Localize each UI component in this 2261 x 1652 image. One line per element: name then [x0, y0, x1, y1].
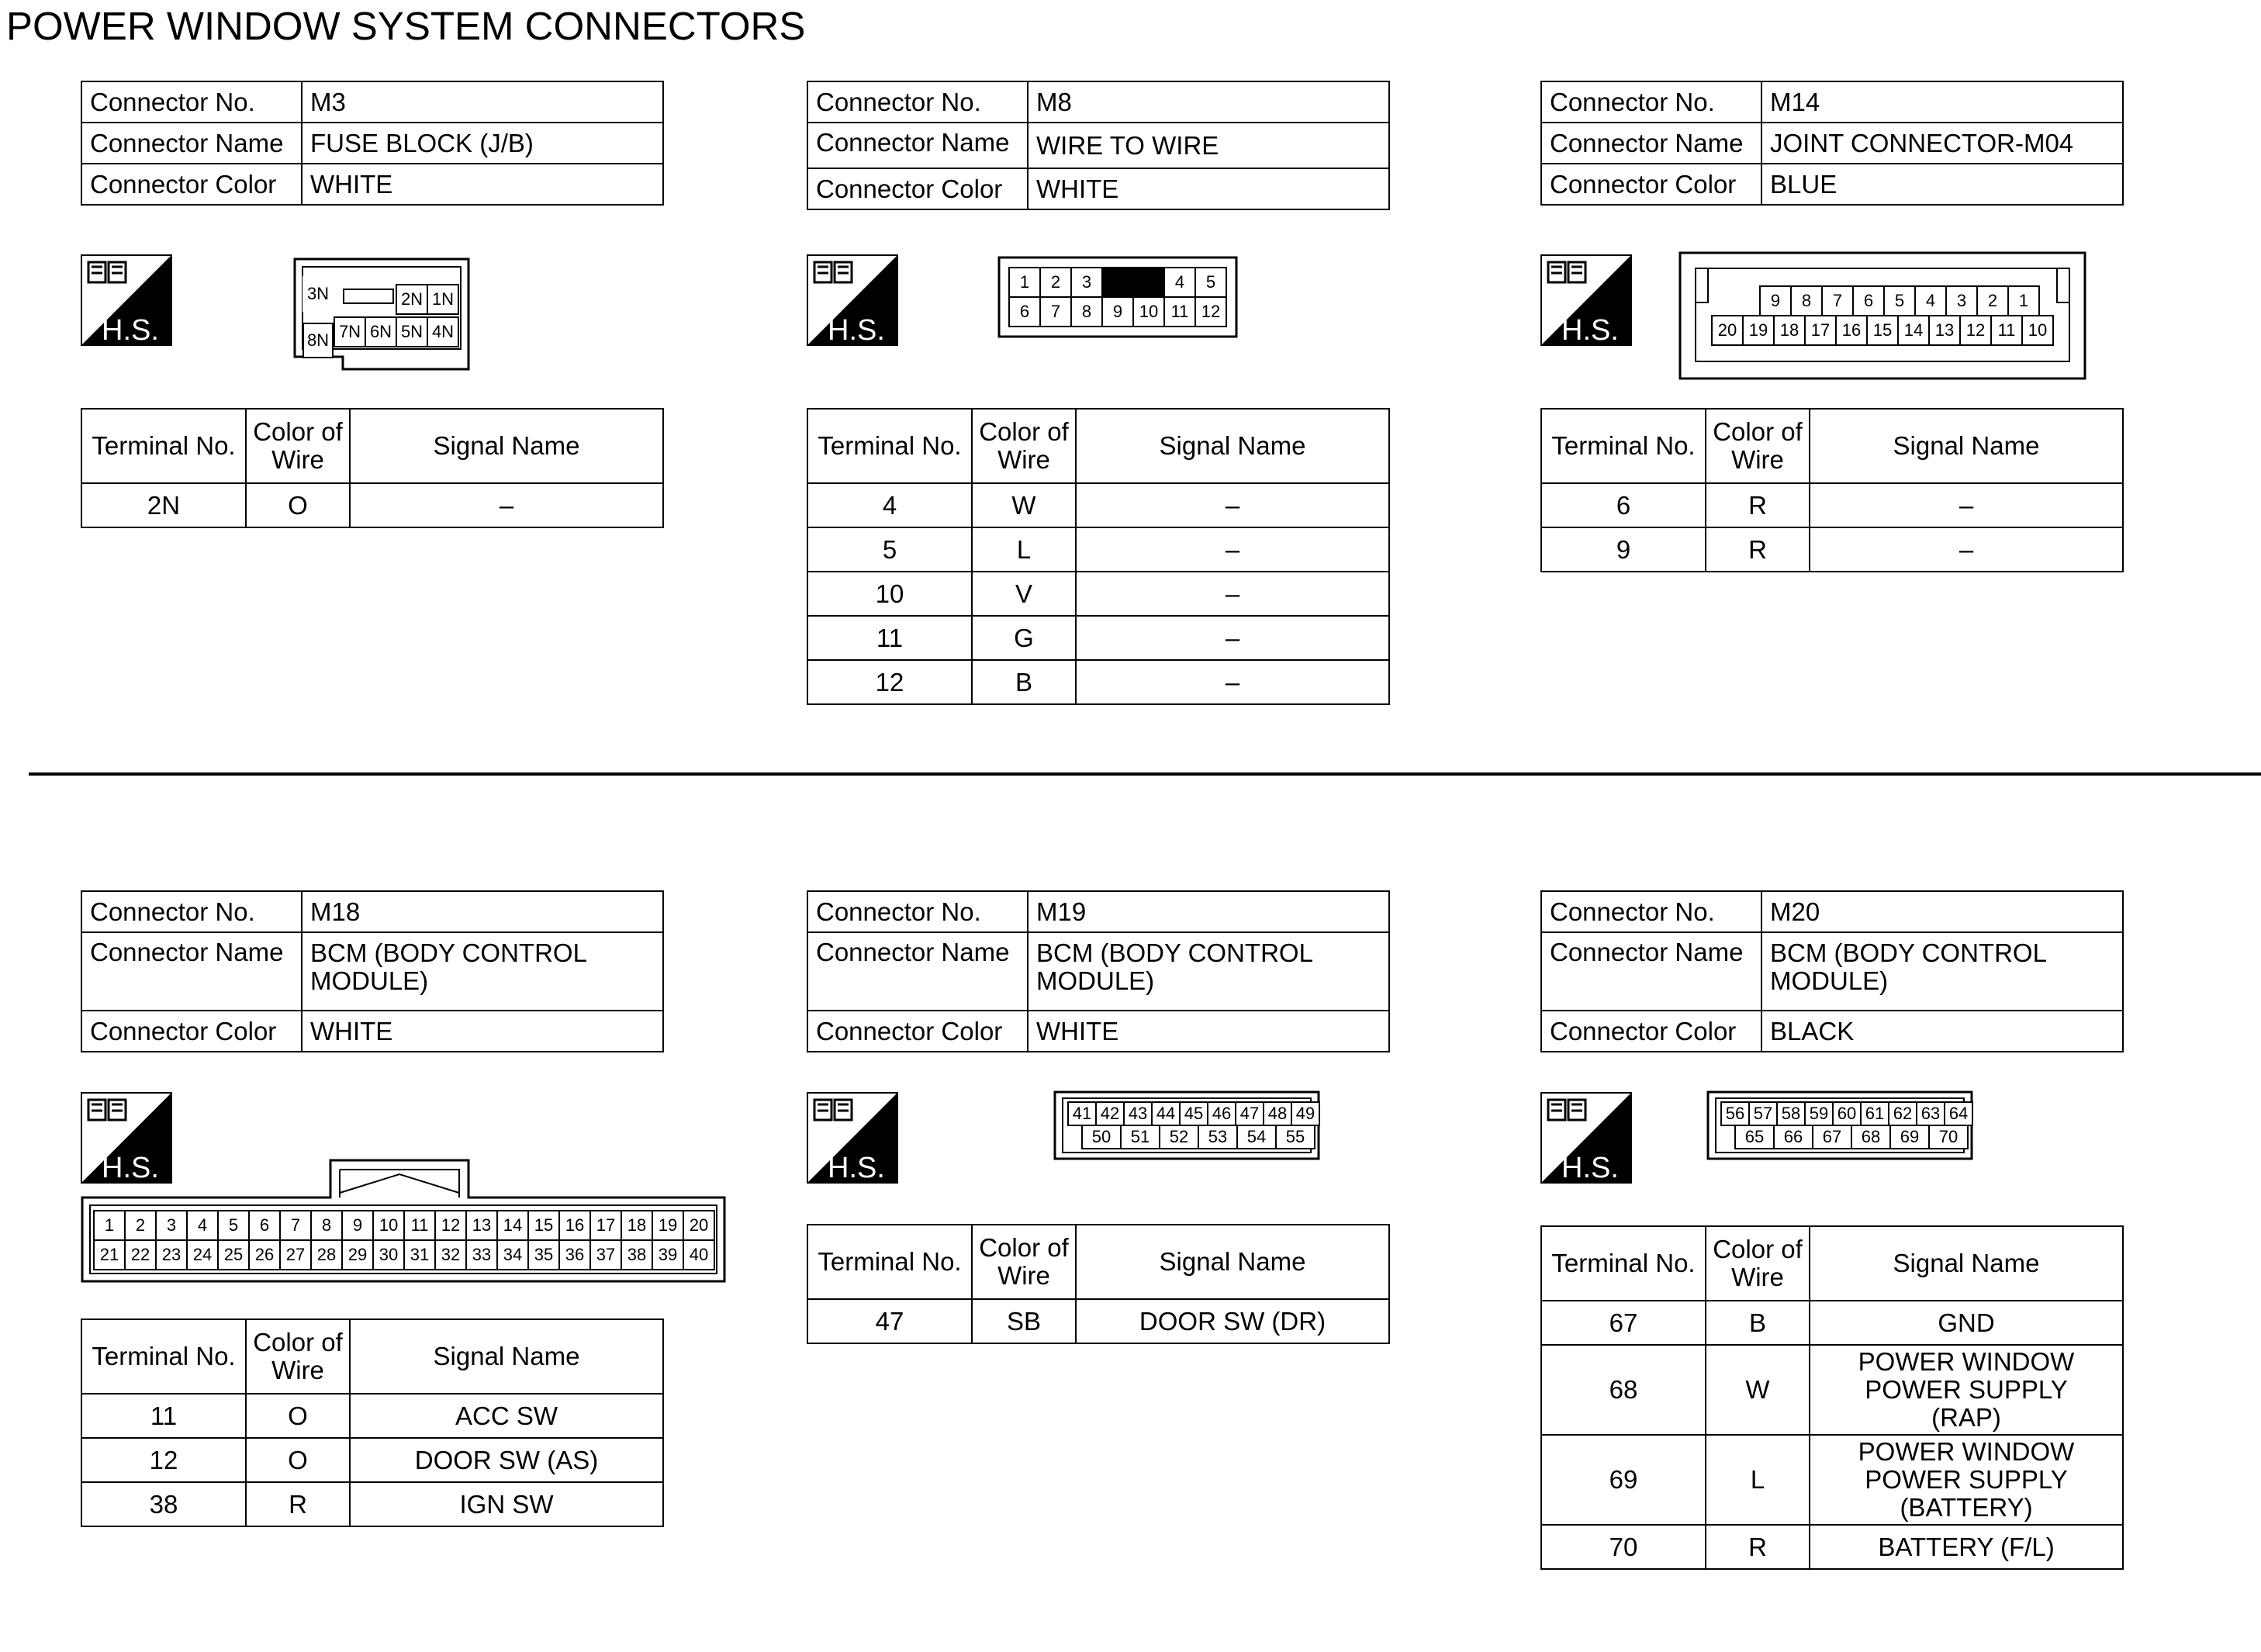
terminal-no-header: Terminal No. [1541, 1226, 1706, 1301]
pin-32: 32 [434, 1239, 467, 1270]
connector-name-row [807, 123, 1389, 168]
connector-no-row [807, 891, 1389, 932]
connector-color-row [807, 168, 1389, 209]
connector-face-m8 [997, 256, 1238, 338]
signal-name: – [1076, 616, 1389, 660]
terminal-table [807, 408, 1390, 705]
connector-color-label: Connector Color [81, 164, 302, 205]
pin-4: 4 [186, 1210, 219, 1241]
terminal-block-m19 [807, 1224, 1390, 1344]
color-of-wire-header: Color of Wire [972, 1225, 1076, 1299]
pin-6: 6 [248, 1210, 281, 1241]
pin-39: 39 [652, 1239, 684, 1270]
connector-color-row [1541, 1011, 2123, 1052]
pin-55: 55 [1275, 1125, 1315, 1149]
connector-no-label: Connector No. [81, 891, 302, 932]
terminal-row [807, 527, 1389, 572]
pin-53: 53 [1198, 1125, 1238, 1149]
pin-15: 15 [527, 1210, 560, 1241]
pin-17: 17 [1804, 315, 1837, 346]
connector-info-table [81, 81, 664, 206]
pin-14: 14 [1897, 315, 1930, 346]
signal-name-header: Signal Name [1076, 409, 1389, 483]
pin-40: 40 [683, 1239, 715, 1270]
connector-no-value: M8 [1028, 81, 1389, 123]
connector-no-row [81, 81, 663, 123]
pin-20: 20 [1711, 315, 1744, 346]
pin-35: 35 [527, 1239, 560, 1270]
connector-no-value: M3 [302, 81, 663, 123]
pin-24: 24 [186, 1239, 219, 1270]
pin-64: 64 [1944, 1101, 1973, 1126]
pin-4n: 4N [427, 316, 459, 347]
pin-48: 48 [1263, 1101, 1292, 1126]
pin-68: 68 [1851, 1125, 1891, 1149]
terminal-no: 67 [1541, 1301, 1706, 1345]
signal-name: – [1076, 527, 1389, 572]
pin-10: 10 [2021, 315, 2054, 346]
pin-9: 9 [341, 1210, 374, 1241]
pin-3n: 3N [303, 276, 334, 312]
terminal-row [81, 483, 663, 527]
connector-color-label: Connector Color [1541, 1011, 1761, 1052]
pin-12: 12 [434, 1210, 467, 1241]
harness-side-icon [807, 1092, 898, 1184]
terminal-row [1541, 1345, 2123, 1435]
terminal-row [1541, 1301, 2123, 1345]
color-of-wire-header: Color of Wire [972, 409, 1076, 483]
pin-4: 4 [1163, 267, 1196, 298]
pin-31: 31 [403, 1239, 436, 1270]
connector-name-label: Connector Name [81, 932, 302, 1011]
connector-name-value: FUSE BLOCK (J/B) [302, 123, 663, 164]
signal-name: POWER WINDOW POWER SUPPLY (BATTERY) [1810, 1435, 2123, 1525]
pin-7: 7 [1821, 285, 1854, 316]
connector-info-table [1540, 890, 2124, 1052]
section-divider [29, 772, 2261, 776]
pin-8n: 8N [303, 323, 334, 358]
wire-color: W [972, 483, 1076, 527]
harness-side-icon [1540, 254, 1632, 346]
pin-6: 6 [1008, 296, 1041, 327]
connector-face-m19 [1053, 1090, 1320, 1160]
connector-color-row [807, 1011, 1389, 1052]
pin-20: 20 [683, 1210, 715, 1241]
terminal-no-header: Terminal No. [807, 409, 972, 483]
connector-no-row [1541, 81, 2123, 123]
connector-color-row [81, 164, 663, 205]
terminal-block-m3 [81, 408, 664, 528]
terminal-no: 68 [1541, 1345, 1706, 1435]
harness-side-icon [807, 254, 898, 346]
pin-8: 8 [310, 1210, 343, 1241]
pin-63: 63 [1916, 1101, 1945, 1126]
pin-16: 16 [558, 1210, 591, 1241]
connector-no-label: Connector No. [807, 81, 1028, 123]
pin-blank [1101, 267, 1163, 298]
wire-color: R [1706, 527, 1810, 572]
connector-face-m18 [81, 1159, 726, 1283]
terminal-row [81, 1438, 663, 1482]
pin-37: 37 [589, 1239, 622, 1270]
terminal-no: 4 [807, 483, 972, 527]
pin-11: 11 [1163, 296, 1196, 327]
signal-name: – [1076, 572, 1389, 616]
pin-3: 3 [1945, 285, 1978, 316]
connector-color-value: BLACK [1761, 1011, 2123, 1052]
pin-47: 47 [1235, 1101, 1264, 1126]
hs-label: H.S. [828, 1152, 885, 1184]
wire-color: B [972, 660, 1076, 704]
wire-color: O [246, 483, 350, 527]
signal-name: – [1810, 483, 2123, 527]
pin-10: 10 [372, 1210, 405, 1241]
terminal-header-row [807, 1225, 1389, 1299]
pin-25: 25 [217, 1239, 250, 1270]
terminal-no: 11 [81, 1394, 246, 1438]
connector-color-row [1541, 164, 2123, 205]
pin-2: 2 [1039, 267, 1072, 298]
connector-no-label: Connector No. [81, 81, 302, 123]
connector-no-value: M14 [1761, 81, 2123, 123]
terminal-row [81, 1482, 663, 1526]
terminal-header-row [807, 409, 1389, 483]
pin-23: 23 [155, 1239, 188, 1270]
wire-color: V [972, 572, 1076, 616]
harness-side-icon [81, 254, 172, 346]
pin-46: 46 [1207, 1101, 1236, 1126]
connector-no-value: M20 [1761, 891, 2123, 932]
pin-29: 29 [341, 1239, 374, 1270]
connector-color-value: WHITE [1028, 168, 1389, 209]
connector-name-value: BCM (BODY CONTROL MODULE) [1028, 932, 1389, 1011]
page-title: POWER WINDOW SYSTEM CONNECTORS [6, 4, 806, 48]
connector-name-value: BCM (BODY CONTROL MODULE) [302, 932, 663, 1011]
pin-5: 5 [1883, 285, 1916, 316]
signal-name: DOOR SW (AS) [350, 1438, 663, 1482]
pin-2n: 2N [396, 284, 428, 315]
pin-11: 11 [403, 1210, 436, 1241]
signal-name: POWER WINDOW POWER SUPPLY (RAP) [1810, 1345, 2123, 1435]
signal-name-header: Signal Name [1810, 409, 2123, 483]
pin-6n: 6N [365, 316, 397, 347]
connector-name-value: WIRE TO WIRE [1028, 123, 1389, 168]
terminal-no: 38 [81, 1482, 246, 1526]
connector-block-m3 [81, 81, 664, 206]
pin-38: 38 [621, 1239, 653, 1270]
connector-no-label: Connector No. [1541, 81, 1761, 123]
connector-name-row [81, 123, 663, 164]
terminal-row [1541, 1435, 2123, 1525]
pin-1: 1 [1008, 267, 1041, 298]
connector-color-label: Connector Color [807, 1011, 1028, 1052]
connector-no-value: M18 [302, 891, 663, 932]
pin-62: 62 [1888, 1101, 1917, 1126]
terminal-row [807, 572, 1389, 616]
terminal-no: 5 [807, 527, 972, 572]
wire-color: B [1706, 1301, 1810, 1345]
terminal-table [1540, 1225, 2124, 1570]
connector-name-label: Connector Name [807, 123, 1028, 168]
connector-color-row [81, 1011, 663, 1052]
pin-2: 2 [1976, 285, 2009, 316]
terminal-row [1541, 483, 2123, 527]
connector-color-label: Connector Color [807, 168, 1028, 209]
signal-name: IGN SW [350, 1482, 663, 1526]
terminal-row [1541, 1525, 2123, 1569]
pin-19: 19 [652, 1210, 684, 1241]
connector-name-value: JOINT CONNECTOR-M04 [1761, 123, 2123, 164]
pin-56: 56 [1720, 1101, 1750, 1126]
pin-17: 17 [589, 1210, 622, 1241]
pin-4: 4 [1914, 285, 1947, 316]
signal-name: ACC SW [350, 1394, 663, 1438]
connector-block-m14 [1540, 81, 2124, 206]
pin-43: 43 [1123, 1101, 1153, 1126]
wire-color: W [1706, 1345, 1810, 1435]
pin-34: 34 [496, 1239, 529, 1270]
pin-3: 3 [155, 1210, 188, 1241]
terminal-table [807, 1224, 1390, 1344]
terminal-header-row [1541, 409, 2123, 483]
wire-color: R [1706, 1525, 1810, 1569]
pin-58: 58 [1776, 1101, 1806, 1126]
connector-no-label: Connector No. [1541, 891, 1761, 932]
pin-27: 27 [279, 1239, 312, 1270]
pin-61: 61 [1860, 1101, 1889, 1126]
signal-name: – [1076, 660, 1389, 704]
signal-name: BATTERY (F/L) [1810, 1525, 2123, 1569]
connector-no-row [807, 81, 1389, 123]
connector-name-label: Connector Name [1541, 932, 1761, 1011]
connector-info-table [807, 81, 1390, 210]
terminal-block-m18 [81, 1318, 664, 1527]
hs-label: H.S. [1561, 314, 1619, 346]
terminal-no: 2N [81, 483, 246, 527]
terminal-row [807, 616, 1389, 660]
wire-color: G [972, 616, 1076, 660]
terminal-header-row [81, 409, 663, 483]
pin-1: 1 [2007, 285, 2040, 316]
pin-49: 49 [1291, 1101, 1320, 1126]
pin-5: 5 [1194, 267, 1227, 298]
terminal-no: 6 [1541, 483, 1706, 527]
connector-name-label: Connector Name [807, 932, 1028, 1011]
connector-name-row [1541, 932, 2123, 1011]
terminal-block-m14 [1540, 408, 2124, 572]
pin-6: 6 [1852, 285, 1885, 316]
terminal-table [81, 408, 664, 528]
connector-block-m19 [807, 890, 1390, 1052]
pin-7n: 7N [334, 316, 366, 347]
terminal-no: 47 [807, 1299, 972, 1343]
connector-name-row [807, 932, 1389, 1011]
pin-14: 14 [496, 1210, 529, 1241]
pin-19: 19 [1742, 315, 1775, 346]
pin-8: 8 [1790, 285, 1823, 316]
connector-info-table [807, 890, 1390, 1052]
color-of-wire-header: Color of Wire [246, 409, 350, 483]
connector-color-value: WHITE [302, 1011, 663, 1052]
pin-45: 45 [1179, 1101, 1208, 1126]
signal-name-header: Signal Name [1076, 1225, 1389, 1299]
signal-name: – [1076, 483, 1389, 527]
terminal-no: 69 [1541, 1435, 1706, 1525]
hs-label: H.S. [102, 314, 159, 346]
connector-name-row [81, 932, 663, 1011]
pin-12: 12 [1194, 296, 1227, 327]
pin-9: 9 [1759, 285, 1792, 316]
connector-info-table [81, 890, 664, 1052]
terminal-block-m20 [1540, 1225, 2124, 1570]
terminal-no: 70 [1541, 1525, 1706, 1569]
signal-name-header: Signal Name [350, 1319, 663, 1394]
pin-1: 1 [93, 1210, 126, 1241]
connector-color-label: Connector Color [81, 1011, 302, 1052]
harness-side-icon [1540, 1092, 1632, 1184]
pin-26: 26 [248, 1239, 281, 1270]
pin-21: 21 [93, 1239, 126, 1270]
connector-name-label: Connector Name [81, 123, 302, 164]
pin-7: 7 [279, 1210, 312, 1241]
terminal-no: 12 [807, 660, 972, 704]
pin-52: 52 [1159, 1125, 1199, 1149]
connector-color-value: WHITE [1028, 1011, 1389, 1052]
connector-no-value: M19 [1028, 891, 1389, 932]
connector-name-value: BCM (BODY CONTROL MODULE) [1761, 932, 2123, 1011]
color-of-wire-header: Color of Wire [246, 1319, 350, 1394]
signal-name-header: Signal Name [350, 409, 663, 483]
signal-name-header: Signal Name [1810, 1226, 2123, 1301]
signal-name: DOOR SW (DR) [1076, 1299, 1389, 1343]
signal-name: GND [1810, 1301, 2123, 1345]
pin-16: 16 [1835, 315, 1868, 346]
connector-color-value: WHITE [302, 164, 663, 205]
terminal-table [1540, 408, 2124, 572]
connector-block-m18 [81, 890, 664, 1052]
pin-41: 41 [1067, 1101, 1097, 1126]
terminal-no-header: Terminal No. [807, 1225, 972, 1299]
terminal-row [807, 1299, 1389, 1343]
pin-70: 70 [1928, 1125, 1969, 1149]
pin-3: 3 [1070, 267, 1103, 298]
pin-15: 15 [1866, 315, 1899, 346]
terminal-header-row [1541, 1226, 2123, 1301]
wire-color: R [246, 1482, 350, 1526]
pin-33: 33 [465, 1239, 498, 1270]
pin-7: 7 [1039, 296, 1072, 327]
terminal-row [1541, 527, 2123, 572]
signal-name: – [350, 483, 663, 527]
pin-1n: 1N [427, 284, 459, 315]
terminal-no: 12 [81, 1438, 246, 1482]
hs-label: H.S. [828, 314, 885, 346]
connector-name-label: Connector Name [1541, 123, 1761, 164]
pin-60: 60 [1832, 1101, 1862, 1126]
pin-5: 5 [217, 1210, 250, 1241]
pin-54: 54 [1236, 1125, 1277, 1149]
terminal-table [81, 1318, 664, 1527]
lock-slot [343, 289, 394, 304]
hs-label: H.S. [102, 1152, 159, 1184]
wire-color: L [1706, 1435, 1810, 1525]
connector-no-row [81, 891, 663, 932]
pin-2: 2 [124, 1210, 157, 1241]
signal-name: – [1810, 527, 2123, 572]
terminal-no-header: Terminal No. [81, 409, 246, 483]
pin-30: 30 [372, 1239, 405, 1270]
connector-color-label: Connector Color [1541, 164, 1761, 205]
pin-28: 28 [310, 1239, 343, 1270]
pin-13: 13 [1928, 315, 1961, 346]
connector-face-m20 [1706, 1090, 1973, 1160]
terminal-no: 9 [1541, 527, 1706, 572]
pin-67: 67 [1812, 1125, 1852, 1149]
pin-8: 8 [1070, 296, 1103, 327]
terminal-row [81, 1394, 663, 1438]
pin-10: 10 [1132, 296, 1165, 327]
pin-13: 13 [465, 1210, 498, 1241]
connector-block-m20 [1540, 890, 2124, 1052]
terminal-no: 11 [807, 616, 972, 660]
terminal-block-m8 [807, 408, 1390, 705]
terminal-row [807, 660, 1389, 704]
pin-18: 18 [1773, 315, 1806, 346]
color-of-wire-header: Color of Wire [1706, 1226, 1810, 1301]
color-of-wire-header: Color of Wire [1706, 409, 1810, 483]
terminal-no-header: Terminal No. [81, 1319, 246, 1394]
connector-face-m3 [293, 257, 470, 371]
wire-color: R [1706, 483, 1810, 527]
terminal-header-row [81, 1319, 663, 1394]
wire-color: O [246, 1394, 350, 1438]
pin-57: 57 [1748, 1101, 1778, 1126]
pin-51: 51 [1120, 1125, 1160, 1149]
terminal-no: 10 [807, 572, 972, 616]
pin-9: 9 [1101, 296, 1134, 327]
connector-no-row [1541, 891, 2123, 932]
connector-block-m8 [807, 81, 1390, 210]
wire-color: L [972, 527, 1076, 572]
connector-info-table [1540, 81, 2124, 206]
pin-11: 11 [1990, 315, 2023, 346]
pin-59: 59 [1804, 1101, 1834, 1126]
wire-color: SB [972, 1299, 1076, 1343]
terminal-no-header: Terminal No. [1541, 409, 1706, 483]
pin-5n: 5N [396, 316, 428, 347]
pin-18: 18 [621, 1210, 653, 1241]
pin-69: 69 [1889, 1125, 1930, 1149]
pin-44: 44 [1151, 1101, 1181, 1126]
pin-50: 50 [1081, 1125, 1122, 1149]
hs-label: H.S. [1561, 1152, 1619, 1184]
connector-name-row [1541, 123, 2123, 164]
pin-42: 42 [1095, 1101, 1125, 1126]
terminal-row [807, 483, 1389, 527]
pin-12: 12 [1959, 315, 1992, 346]
connector-face-m14 [1678, 251, 2086, 380]
connector-color-value: BLUE [1761, 164, 2123, 205]
pin-65: 65 [1734, 1125, 1775, 1149]
pin-36: 36 [558, 1239, 591, 1270]
connector-no-label: Connector No. [807, 891, 1028, 932]
wire-color: O [246, 1438, 350, 1482]
pin-66: 66 [1773, 1125, 1813, 1149]
pin-22: 22 [124, 1239, 157, 1270]
